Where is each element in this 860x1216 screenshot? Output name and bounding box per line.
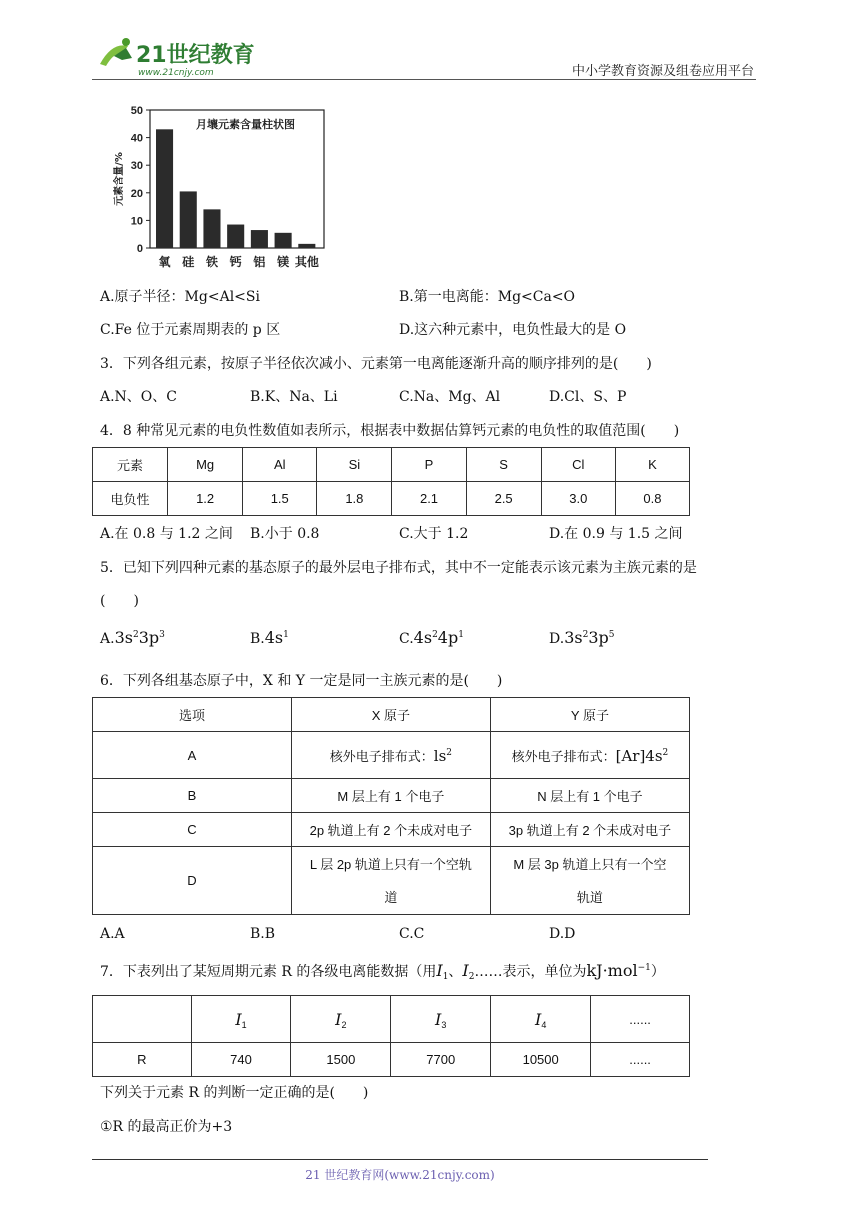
- q6-option-c: C.C: [399, 926, 425, 942]
- table-cell: 3.0: [541, 482, 615, 516]
- q7-item-1: ①R 的最高正价为+3: [100, 1119, 233, 1135]
- table-cell: R: [93, 1043, 192, 1077]
- q5-option-a: $A.3s^23p^3$: [100, 628, 165, 647]
- table-cell: 核外电子排布式：$[Ar]4s^2$: [490, 732, 689, 779]
- q3-option-d: D.Cl、S、P: [549, 389, 627, 405]
- x-tick-label: 铁: [205, 255, 218, 269]
- table-row: [93, 448, 690, 482]
- table-cell: A: [93, 732, 292, 779]
- table-cell: C: [93, 813, 292, 847]
- x-tick-label: 氧: [158, 255, 171, 269]
- table-cell: B: [93, 779, 292, 813]
- q5-paren: ( ): [100, 593, 139, 609]
- table-cell: Y 原子: [490, 698, 689, 732]
- site-logo: [92, 34, 262, 80]
- q3-option-a: A.N、O、C: [100, 389, 177, 405]
- x-tick-label: 其他: [294, 255, 319, 269]
- q4-option-a: A.在 0.8 与 1.2 之间: [100, 526, 233, 542]
- q2-option-a: A.原子半径：Mg<Al<Si: [100, 289, 260, 305]
- table-cell: 1.5: [243, 482, 317, 516]
- table-cell: Mg: [168, 448, 243, 482]
- table-cell: L 层 2p 轨道上只有一个空轨 道: [291, 847, 490, 915]
- y-tick-label: 50: [130, 105, 143, 117]
- x-tick-label: 铝: [253, 255, 266, 269]
- q4-stem: 4．8 种常见元素的电负性数值如表所示，根据表中数据估算钙元素的电负性的取值范围( ): [100, 423, 680, 439]
- bar: [180, 191, 197, 248]
- table-cell: ......: [591, 996, 690, 1043]
- table-row: [93, 996, 690, 1043]
- q4-option-b: B.小于 0.8: [250, 526, 320, 542]
- table-cell: $I_4$: [491, 996, 591, 1043]
- q4-option-d: D.在 0.9 与 1.5 之间: [549, 526, 683, 542]
- q7-judge-text: 下列关于元素 R 的判断一定正确的是( ): [100, 1085, 369, 1101]
- q2-option-d: D.这六种元素中，电负性最大的是 O: [399, 322, 627, 338]
- table-cell: 740: [191, 1043, 291, 1077]
- table-cell: 2.5: [466, 482, 541, 516]
- q5-stem: 5．已知下列四种元素的基态原子的最外层电子排布式，其中不一定能表示该元素为主族元素的是: [100, 560, 697, 576]
- bar: [298, 244, 315, 248]
- table-cell: 选项: [93, 698, 292, 732]
- q3-option-b: B.K、Na、Li: [250, 389, 338, 405]
- table-cell: 0.8: [615, 482, 689, 516]
- header-divider: [92, 79, 756, 80]
- table-cell: P: [392, 448, 466, 482]
- table-cell: 1.2: [168, 482, 243, 516]
- x-tick-label: 硅: [182, 255, 195, 269]
- table-cell: $I_2$: [291, 996, 391, 1043]
- table-cell: M 层 3p 轨道上只有一个空 轨道: [490, 847, 689, 915]
- bar-chart: [108, 104, 338, 274]
- x-tick-label: 镁: [277, 255, 290, 269]
- electronegativity-table: [92, 447, 690, 516]
- bar: [203, 209, 220, 248]
- table-cell: M 层上有 1 个电子: [291, 779, 490, 813]
- table-row: [93, 847, 690, 915]
- table-cell: Al: [243, 448, 317, 482]
- logo-text: 21世纪教育: [136, 43, 255, 68]
- table-row: [93, 813, 690, 847]
- table-cell: 2p 轨道上有 2 个未成对电子: [291, 813, 490, 847]
- q5-option-c: $C.4s^24p^1$: [399, 628, 464, 647]
- header-platform-text: 中小学教育资源及组卷应用平台: [571, 64, 754, 79]
- q4-option-c: C.大于 1.2: [399, 526, 469, 542]
- table-cell: 7700: [391, 1043, 491, 1077]
- table-cell: 电负性: [93, 482, 168, 516]
- q3-stem: 3．下列各组元素，按原子半径依次减小、元素第一电离能逐渐升高的顺序排列的是( ): [100, 356, 652, 372]
- chart-svg: [108, 104, 338, 274]
- q5-option-d: $D.3s^23p^5$: [549, 628, 615, 647]
- q6-option-d: D.D: [549, 926, 576, 942]
- q6-table: [92, 697, 690, 915]
- table-cell: 元素: [93, 448, 168, 482]
- table-cell: Cl: [541, 448, 615, 482]
- y-tick-label: 40: [130, 132, 143, 145]
- bar: [275, 233, 292, 248]
- y-axis-label: 元素含量/%: [114, 152, 125, 206]
- chart-title: 月壤元素含量柱状图: [196, 118, 295, 131]
- q6-option-b: B.B: [250, 926, 276, 942]
- q6-option-a: A.A: [100, 926, 125, 942]
- q7-stem: 7．下表列出了某短周期元素 R 的各级电离能数据（用$I_1$、$I_2\dots\dots$表示，单位为kJ·mol$^{-1}$）: [100, 961, 665, 982]
- table-cell: 10500: [491, 1043, 591, 1077]
- table-row: [93, 698, 690, 732]
- table-row: [93, 732, 690, 779]
- table-row: [93, 1043, 690, 1077]
- table-row: [93, 779, 690, 813]
- table-cell: [93, 996, 192, 1043]
- table-cell: X 原子: [291, 698, 490, 732]
- bar: [156, 129, 173, 248]
- footer-text: 21 世纪教育网(www.21cnjy.com): [305, 1168, 495, 1182]
- bar: [251, 230, 268, 248]
- logo-url: www.21cnjy.com: [138, 68, 214, 78]
- table-cell: D: [93, 847, 292, 915]
- q3-option-c: C.Na、Mg、Al: [399, 389, 501, 405]
- q6-stem: 6．下列各组基态原子中，X 和 Y 一定是同一主族元素的是( ): [100, 673, 503, 689]
- ionization-table: [92, 995, 690, 1077]
- table-cell: K: [615, 448, 689, 482]
- table-cell: ......: [591, 1043, 690, 1077]
- q2-option-c: C.Fe 位于元素周期表的 p 区: [100, 322, 281, 338]
- y-tick-label: 0: [136, 243, 143, 255]
- table-cell: 核外电子排布式：$ls^2$: [291, 732, 490, 779]
- q5-option-b: $B.4s^1$: [250, 628, 289, 647]
- table-row: [93, 482, 690, 516]
- table-cell: 1.8: [317, 482, 392, 516]
- table-cell: $I_1$: [191, 996, 291, 1043]
- table-cell: $I_3$: [391, 996, 491, 1043]
- y-tick-label: 10: [130, 215, 143, 228]
- footer-divider: [92, 1159, 708, 1160]
- table-cell: 1500: [291, 1043, 391, 1077]
- table-cell: Si: [317, 448, 392, 482]
- q2-option-b: B.第一电离能：Mg<Ca<O: [399, 289, 576, 305]
- table-cell: N 层上有 1 个电子: [490, 779, 689, 813]
- y-tick-label: 20: [130, 187, 143, 200]
- y-tick-label: 30: [130, 160, 143, 173]
- table-cell: 2.1: [392, 482, 466, 516]
- table-cell: S: [466, 448, 541, 482]
- bar: [227, 225, 244, 248]
- x-tick-label: 钙: [229, 255, 242, 269]
- table-cell: 3p 轨道上有 2 个未成对电子: [490, 813, 689, 847]
